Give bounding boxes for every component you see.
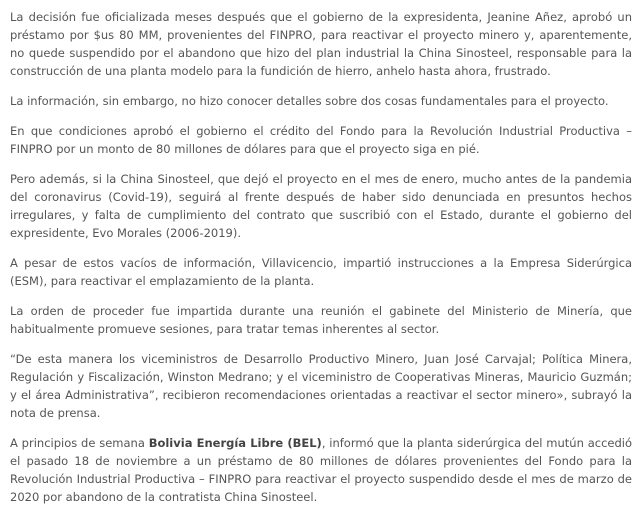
paragraph-8-lead: A principios de semana bbox=[10, 436, 149, 450]
paragraph-2: La información, sin embargo, no hizo conocer detalles sobre dos cosas fundamentales para el proyecto. bbox=[10, 94, 609, 108]
source-name: Bolivia Energía Libre (BEL) bbox=[148, 436, 322, 450]
paragraph-1: La decisión fue oficializada meses después que el gobierno de la expresidenta, Jeanine Añez, aprobó un préstamo por $us 80 MM, provenientes del FINPRO, para reactivar el proyecto minero y, aparentemente, no quede suspendido por el abandono que hizo del plan industrial la China Sinosteel, responsable para la construcción de una planta modelo para la fundición de hierro, anhelo hasta ahora, frustrado. bbox=[10, 10, 632, 78]
paragraph-8 bbox=[10, 434, 632, 506]
paragraph-3: En que condiciones aprobó el gobierno el crédito del Fondo para la Revolución Industrial Productiva – FINPRO por un monto de 80 millones de dólares para que el proyecto siga en pié. bbox=[10, 124, 632, 156]
paragraph-4: Pero además, si la China Sinosteel, que dejó el proyecto en el mes de enero, mucho antes de la pandemia del coronavirus (Covid-19), seguirá al frente después de haber sido denunciada en presuntos hechos irregulares, y falta de cumplimiento del contrato que suscribió con el Estado, durante el gobierno del expresidente, Evo Morales (2006-2019). bbox=[10, 172, 632, 240]
paragraph-6: La orden de proceder fue impartida durante una reunión el gabinete del Ministerio de Minería, que habitualmente promueve sesiones, para tratar temas inherentes al sector. bbox=[10, 304, 632, 336]
paragraph-8-rest: , informó que la planta siderúrgica del mutún accedió el pasado 18 de noviembre a un préstamo de 80 millones de dólares provenientes del Fondo para la Revolución Industrial Productiva – FINPRO para reactivar el proyecto suspendido desde el mes de marzo de 2020 por abandono de la contratista China Sinosteel. bbox=[10, 436, 632, 504]
paragraph-5: A pesar de estos vacíos de información, Villavicencio, impartió instrucciones a la Empresa Siderúrgica (ESM), para reactivar el emplazamiento de la planta. bbox=[10, 256, 632, 288]
paragraph-7: “De esta manera los viceministros de Desarrollo Productivo Minero, Juan José Carvajal; Política Minera, Regulación y Fiscalización, Winston Medrano; y el viceministro de Cooperativas Mineras, Mauricio Guzmán; y el área Administrativa”, recibieron recomendaciones orientadas a reactivar el sector minero», subrayó la nota de prensa. bbox=[10, 352, 632, 420]
